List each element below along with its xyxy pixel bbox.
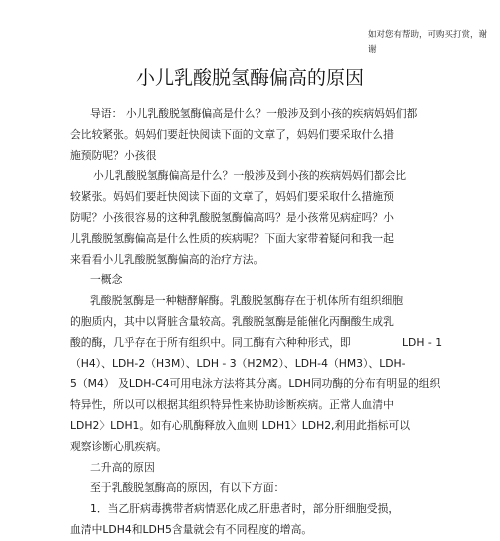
- paragraph-line: 防呢？小孩很容易的这种乳酸脱氢酶偏高吗？是小孩常见病症吗？小: [70, 210, 394, 224]
- paragraph-line: 乳酸脱氢酶是一种糖酵解酶。乳酸脱氢酶存在于机体所有组织细胞: [90, 294, 404, 308]
- paragraph-line: 血清中LDH4和LDH5含量就会有不同程度的增高。: [70, 522, 313, 536]
- paragraph-line-tail: LDH - 1: [402, 335, 443, 349]
- section-heading: 二升高的原因: [90, 460, 155, 474]
- paragraph-line: 观察诊断心肌疾病。: [70, 439, 168, 453]
- paragraph-line: 的胞质内，其中以肾脏含量较高。乳酸脱氢酶是能催化丙酮酸生成乳: [70, 314, 394, 328]
- paragraph-line: 1．当乙肝病毒携带者病情恶化成乙肝患者时，部分肝细胞受损，: [90, 502, 400, 516]
- paragraph-line: 来看看小儿乳酸脱氢酶偏高的治疗方法。: [70, 252, 265, 266]
- paragraph-line: 会比较紧张。妈妈们要赶快阅读下面的文章了，妈妈们要采取什么措: [70, 127, 394, 141]
- paragraph-line: 施预防呢？小孩很: [70, 148, 157, 162]
- paragraph-line: LDH2〉LDH1。如有心肌酶释放入血则 LDH1〉LDH2,利用此指标可以: [70, 418, 411, 432]
- paragraph-line: 5（M4） 及LDH-C4可用电泳方法将其分离。LDH同功酶的分布有明显的组织: [70, 377, 441, 391]
- document-body: [70, 104, 443, 541]
- paragraph-line: 小儿乳酸脱氢酶偏高是什么？一般涉及到小孩的疾病妈妈们都会比: [93, 169, 407, 183]
- document-title: 小儿乳酸脱氢酶偏高的原因: [135, 67, 364, 89]
- paragraph-line: 导语： 小儿乳酸脱氢酶偏高是什么？一般涉及到小孩的疾病妈妈们都: [90, 107, 418, 120]
- paragraph-line: 至于乳酸脱氢酶高的原因，有以下方面：: [90, 481, 285, 495]
- paragraph-line: 儿乳酸脱氢酶偏高是什么性质的疾病呢？下面大家带着疑问和我一起: [70, 231, 394, 245]
- paragraph-line-text: 酸的酶，几乎存在于所有组织中。同工酶有六种种形式，即: [70, 335, 351, 349]
- paragraph-line: [70, 333, 443, 354]
- section-heading: 一概念: [90, 273, 123, 287]
- paragraph-line: 特异性，所以可以根据其组织特异性来协助诊断疾病。正常人血清中: [70, 398, 394, 412]
- header-note: 如对您有帮助，可购买打赏，谢谢: [368, 30, 488, 55]
- paragraph-line: 较紧张。妈妈们要赶快阅读下面的文章了，妈妈们要采取什么措施预: [70, 190, 394, 204]
- paragraph-line: （H4）、LDH-2（H3M）、LDH - 3（H2M2）、LDH-4（HM3）、LDH-: [70, 356, 406, 370]
